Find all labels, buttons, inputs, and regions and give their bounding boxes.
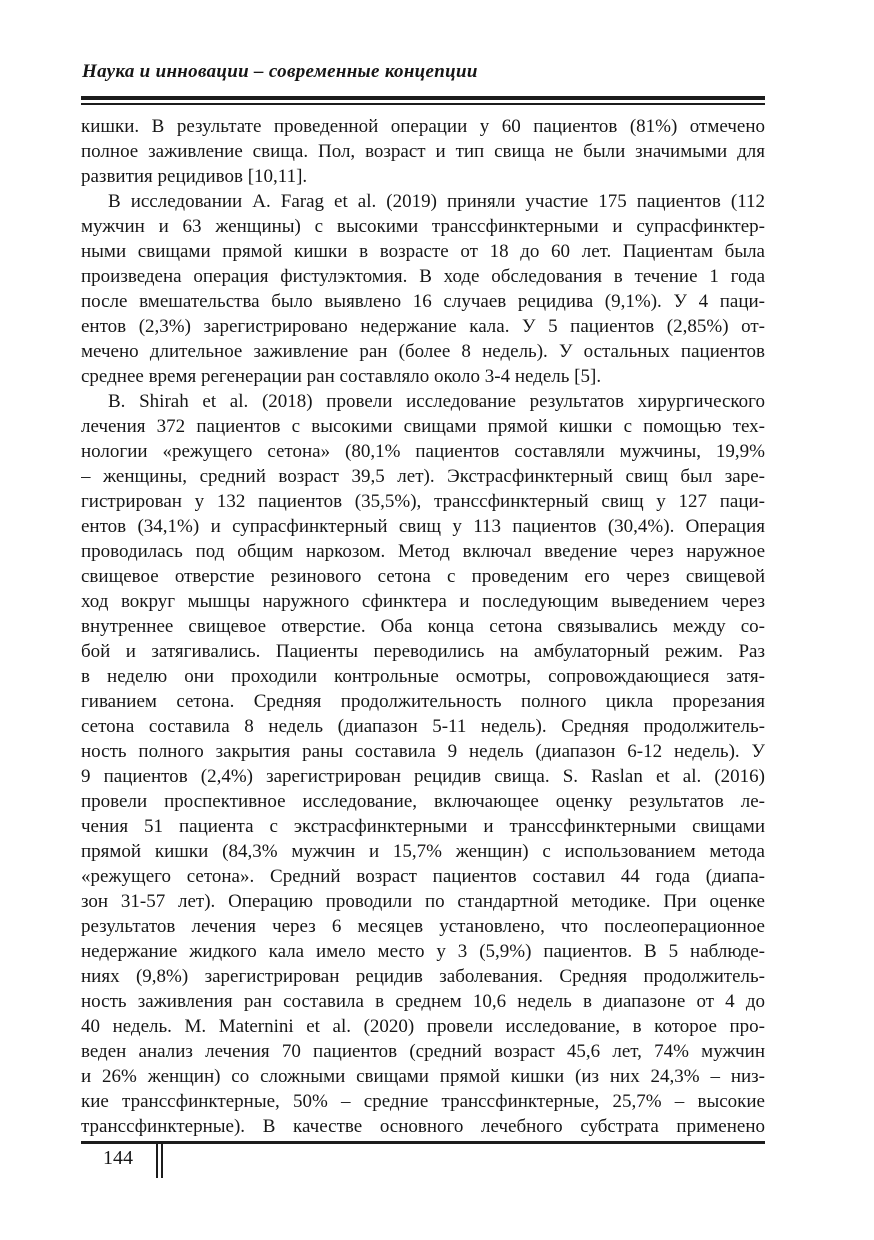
text-line: ными свищами прямой кишки в возрасте от 18 до 60 лет. Пациентам была: [81, 241, 765, 262]
text-line: 40 недель. M. Maternini et al. (2020) провели исследование, в которое про-: [81, 1016, 765, 1037]
text-line: недержание жидкого кала имело место у 3 (5,9%) пациентов. В 5 наблюде-: [81, 941, 765, 962]
text-line: ентов (2,3%) зарегистрировано недержание кала. У 5 пациентов (2,85%) от-: [81, 316, 765, 337]
footer-double-bar-mark: [156, 1144, 163, 1178]
text-line: – женщины, средний возраст 39,5 лет). Экстрасфинктерный свищ был заре-: [81, 466, 765, 487]
text-line: результатов лечения через 6 месяцев установлено, что послеоперационное: [81, 916, 765, 937]
text-line: 9 пациентов (2,4%) зарегистрирован рецидив свища. S. Raslan et al. (2016): [81, 766, 765, 787]
text-line: мужчин и 63 женщины) с высокими транссфинктерными и супрасфинктер-: [81, 216, 765, 237]
body-text: [81, 114, 765, 1139]
text-line: чения 51 пациента с экстрасфинктерными и транссфинктерными свищами: [81, 816, 765, 837]
text-line: гиванием сетона. Средняя продолжительность полного цикла прорезания: [81, 691, 765, 712]
text-line: веден анализ лечения 70 пациентов (средний возраст 45,6 лет, 74% мужчин: [81, 1041, 765, 1062]
text-line: зон 31-57 лет). Операцию проводили по стандартной методике. При оценке: [81, 891, 765, 912]
footer-rule: [81, 1141, 765, 1144]
text-line: кие транссфинктерные, 50% – средние транссфинктерные, 25,7% – высокие: [81, 1091, 765, 1112]
text-line: транссфинктерные). В качестве основного лечебного субстрата применено: [81, 1116, 765, 1137]
running-header-title: Наука и инновации – современные концепции: [82, 61, 478, 82]
text-line: прямой кишки (84,3% мужчин и 15,7% женщин) с использованием метода: [81, 841, 765, 862]
text-line: произведена операция фистулэктомия. В ходе обследования в течение 1 года: [81, 266, 765, 287]
text-line: гистрирован у 132 пациентов (35,5%), транссфинктерный свищ у 127 паци-: [81, 491, 765, 512]
text-line: ность полного закрытия раны составила 9 недель (диапазон 6-12 недель). У: [81, 741, 765, 762]
text-line: в неделю они проходили контрольные осмотры, сопровождающиеся затя-: [81, 666, 765, 687]
text-line: проводилась под общим наркозом. Метод включал введение через наружное: [81, 541, 765, 562]
text-line: полное заживление свища. Пол, возраст и тип свища не были значимыми для: [81, 141, 765, 162]
text-line: свищевое отверстие резинового сетона с проведеним его через свищевой: [81, 566, 765, 587]
text-line: мечено длительное заживление ран (более 8 недель). У остальных пациентов: [81, 341, 765, 362]
text-line: бой и затягивались. Пациенты переводились на амбулаторный режим. Раз: [81, 641, 765, 662]
text-line: «режущего сетона». Средний возраст пациентов составил 44 года (диапа-: [81, 866, 765, 887]
page-number: 144: [103, 1147, 133, 1169]
text-line: ниях (9,8%) зарегистрирован рецидив заболевания. Средняя продолжитель-: [81, 966, 765, 987]
text-line: В исследовании A. Farag et al. (2019) приняли участие 175 пациентов (112: [108, 191, 765, 212]
text-line: провели проспективное исследование, включающее оценку результатов ле-: [81, 791, 765, 812]
text-line: развития рецидивов [10,11].: [81, 166, 308, 187]
header-double-rule: [81, 96, 765, 105]
text-line: нологии «режущего сетона» (80,1% пациентов составляли мужчины, 19,9%: [81, 441, 765, 462]
text-line: сетона составила 8 недель (диапазон 5-11 недель). Средняя продолжитель-: [81, 716, 765, 737]
text-line: ность заживления ран составила в среднем 10,6 недель в диапазоне от 4 до: [81, 991, 765, 1012]
text-line: внутреннее свищевое отверстие. Оба конца сетона связывались между со-: [81, 616, 765, 637]
text-line: B. Shirah et al. (2018) провели исследование результатов хирургического: [108, 391, 765, 412]
text-line: ход вокруг мышцы наружного сфинктера и последующим выведением через: [81, 591, 765, 612]
text-line: лечения 372 пациентов с высокими свищами прямой кишки с помощью тех-: [81, 416, 765, 437]
text-line: после вмешательства было выявлено 16 случаев рецидива (9,1%). У 4 паци-: [81, 291, 765, 312]
text-line: и 26% женщин) со сложными свищами прямой кишки (из них 24,3% – низ-: [81, 1066, 765, 1087]
text-line: среднее время регенерации ран составляло около 3-4 недель [5].: [81, 366, 602, 387]
text-line: кишки. В результате проведенной операции у 60 пациентов (81%) отмечено: [81, 116, 765, 137]
text-line: ентов (34,1%) и супрасфинктерный свищ у 113 пациентов (30,4%). Операция: [81, 516, 765, 537]
